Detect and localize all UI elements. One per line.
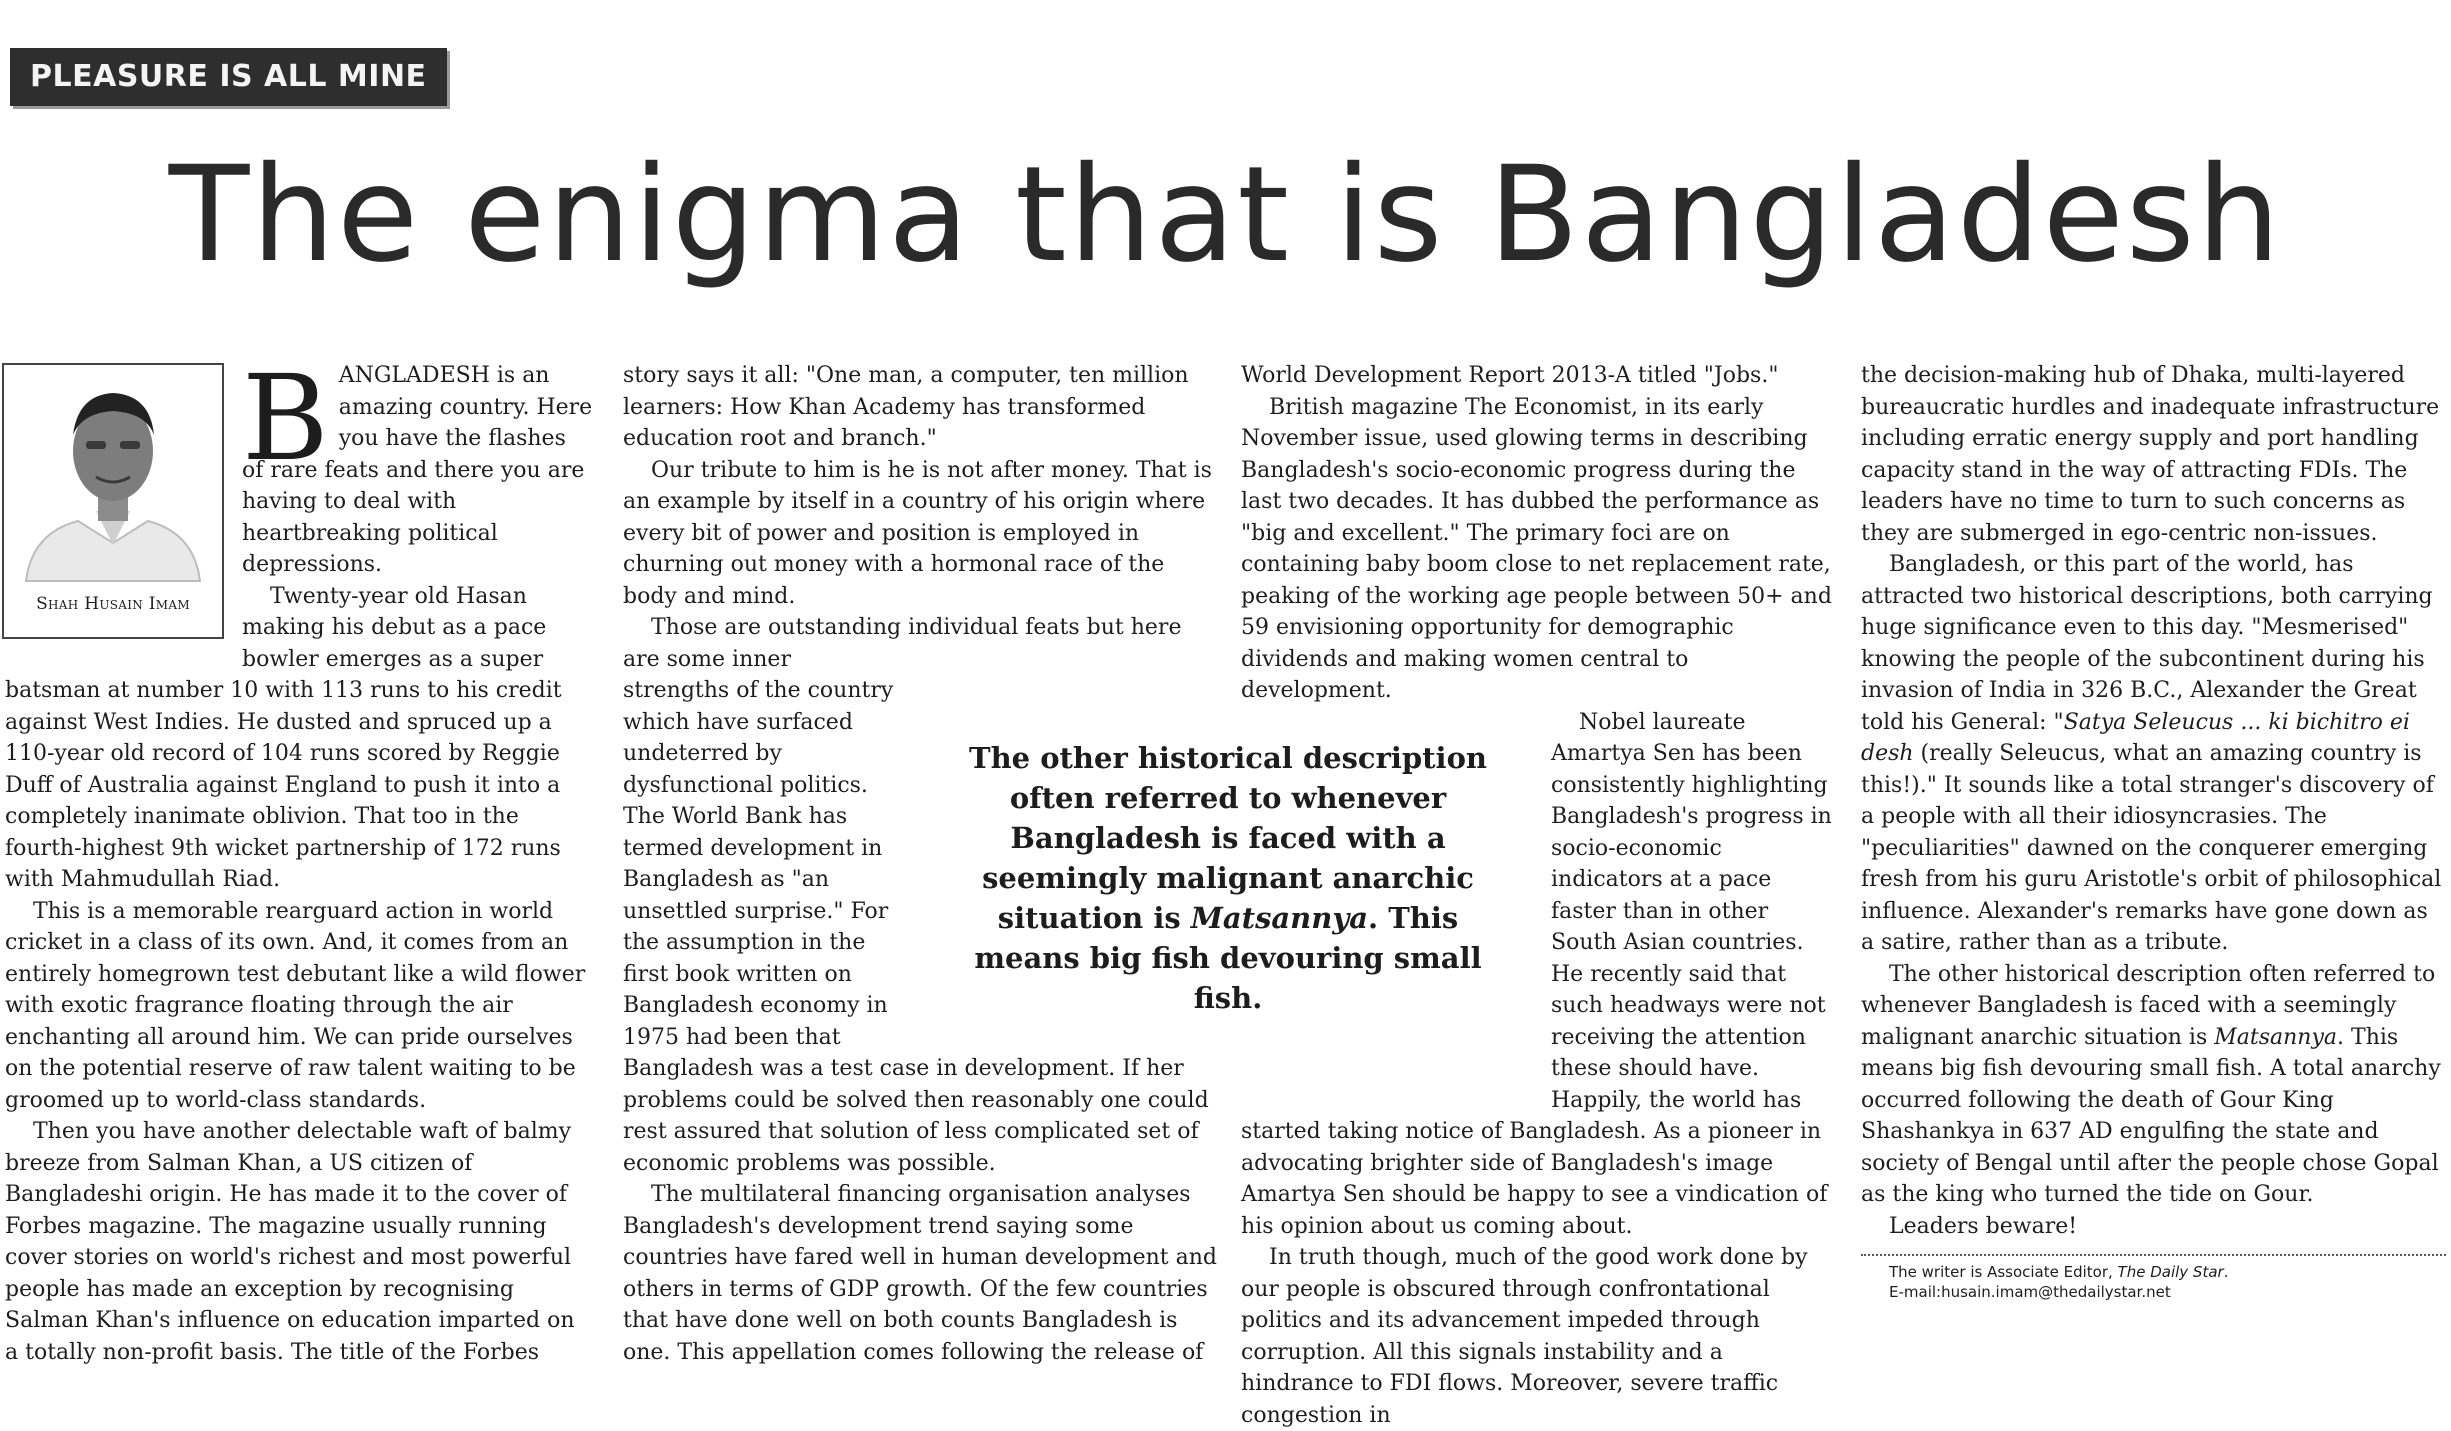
paragraph: Twenty-year old Hasan making his debut as a pace bowler emerges as a super batsman at number 10 with 113 runs to his credit against West Indies. He dusted and spruced up a 110-year old record of 104 runs scored by Reggie Duff of Australia against England to push it into a completely inanimate oblivion. That too in the fourth-highest 9th wicket partnership of 172 runs with Mahmudullah Riad. xyxy=(5,583,562,892)
section-kicker: PLEASURE IS ALL MINE xyxy=(10,48,447,106)
paragraph-text: Bangladesh, or this part of the world, has attracted two historical descriptions, both carrying huge significance even to this day. "Mesmerised" knowing the people of the subcontinent during his invasion of India in 326 B.C., Alexander the Great told his General: xyxy=(1861,552,2433,735)
pull-quote-text: . This means big fish devouring small fish. xyxy=(974,901,1482,1015)
term-italic: Matsannya xyxy=(2214,1024,2338,1050)
paragraph: Then you have another delectable waft of balmy breeze from Salman Khan, a US citizen of Bangladeshi origin. He has made it to the cover of Forbes magazine. The magazine usually running cover stories on world's richest and most powerful people has made an exception by recognising Salman Khan's influence on education imparted on a totally non-profit basis. The title of the Forbes xyxy=(5,1119,575,1365)
paragraph-text: The other historical description often referred to whenever Bangladesh is faced with a seemingly malignant anarchic situation is xyxy=(1861,961,2436,1050)
footnote-divider xyxy=(1861,1254,2446,1302)
paragraph: story says it all: "One man, a computer, ten million learners: How Khan Academy has transformed education root and branch." xyxy=(623,363,1189,451)
paragraph: This is a memorable rearguard action in world cricket in a class of its own. And, it comes from an entirely homegrown test debutant like a wild flower with exotic fragrance floating through the air enchanting all around him. We can pride ourselves on the potential reserve of raw talent waiting to be groomed up to world-class standards. xyxy=(5,898,586,1113)
paragraph: Those are outstanding individual feats but here are some inner strengths of the country which have surfaced undeterred by dysfunctional politics. The World Bank has termed development in Bangladesh as "an unsettled surprise." For the assumption in the first book written on Bangladesh economy in 1975 had been that Bangladesh was a test case in development. If her problems could be solved then reasonably one could rest assured that solution of less complicated set of economic problems was possible. xyxy=(623,615,1209,1176)
author-note-text: . xyxy=(2223,1263,2229,1281)
paragraph xyxy=(1861,959,2446,1211)
paragraph: Leaders beware! xyxy=(1889,1213,2078,1239)
paragraph: The multilateral financing organisation analyses Bangladesh's development trend saying some countries have fared well in human development and others in terms of GDP growth. Of the few countries that have done well on both counts Bangladesh is one. This appellation comes following the release of xyxy=(623,1182,1217,1365)
pull-quote-italic: Matsannya xyxy=(1190,901,1368,935)
paragraph: the decision-making hub of Dhaka, multi-layered bureaucratic hurdles and inadequate infrastructure including erratic energy supply and port handling capacity stand in the way of attracting FDIs. The leaders have no time to turn to such concerns as they are submerged in ego-centric non-issues. xyxy=(1861,363,2440,546)
author-byline: Shah Husain Imam xyxy=(36,594,190,614)
author-note xyxy=(1861,1262,2446,1282)
paragraph: In truth though, much of the good work done by our people is obscured through confrontational politics and its advancement impeded through corruption. All this signals instability and a hindrance to FDI flows. Moreover, severe traffic congestion in xyxy=(1241,1245,1808,1428)
author-photo-box xyxy=(2,363,224,639)
paragraph: Nobel laureate Amartya Sen has been consistently highlighting Bangladesh's progress in socio-economic indicators at a pace faster than in other South Asian countries. He recently said that such headways were not receiving the attention these should have. Happily, the world has started taking notice of Bangladesh. As a pioneer in advocating brighter side of Bangladesh's image Amartya Sen should be happy to see a vindication of his opinion about us coming about. xyxy=(1241,709,1832,1239)
publication-name: The Daily Star xyxy=(2117,1263,2224,1281)
author-note-text: The writer is Associate Editor, xyxy=(1889,1263,2118,1281)
article-column-1 xyxy=(5,349,593,1365)
paragraph-text: (really Seleucus, what an amazing country is this!)." It sounds like a total stranger's discovery of a people with all their idiosyncrasies. The "peculiarities" dawned on the conquerer emerging fresh from his guru Aristotle's orbit of philosophical influence. Alexander's remarks have gone down as a satire, rather than as a tribute. xyxy=(1861,741,2442,955)
paragraph: Bangladesh, or this part of the world, has attracted two historical descriptions, both carrying huge significance even to this day. "Mesmerised" knowing the people of the subcontinent during his invasion of India in 326 B.C., Alexander the Great told his General: "Satya Seleucus ... ki bichitro ei desh (really Seleucus, what an amazing country is this!)." It sounds like a total stranger's discovery of a people with all their idiosyncrasies. The "peculiarities" dawned on the conquerer emerging fresh from his guru Aristotle's orbit of philosophical influence. Alexander's remarks have gone down as a satire, rather than as a tribute. xyxy=(1861,552,2442,955)
article-headline: The enigma that is Bangladesh xyxy=(168,138,2283,292)
quote-italic: Satya Seleucus ... ki bichitro ei desh xyxy=(1861,709,2410,766)
paragraph-text: . This means big fish devouring small fish. A total anarchy occurred following the death of Gour King Shashankya in 637 AD engulfing the state and society of Bengal until after the people chose Gopal as the king who turned the tide on Gour. xyxy=(1861,1024,2441,1207)
pull-quote xyxy=(948,738,1508,1018)
paragraph: Our tribute to him is he is not after money. That is an example by itself in a country of his origin where every bit of power and position is employed in churning out money with a hormonal race of the body and mind. xyxy=(623,457,1212,609)
article-column-4 xyxy=(1861,360,2446,1350)
author-email: E-mail:husain.imam@thedailystar.net xyxy=(1889,1283,2171,1301)
author-portrait-icon xyxy=(18,373,208,581)
paragraph: World Development Report 2013-A titled "Jobs." xyxy=(1241,363,1779,388)
drop-cap: B xyxy=(242,349,329,487)
paragraph: ANGLADESH is an amazing country. Here you have the flashes of rare feats and there you are having to deal with heartbreaking political depressions. xyxy=(242,363,593,577)
paragraph: British magazine The Economist, in its early November issue, used glowing terms in describing Bangladesh's socio-economic progress during the last two decades. It has dubbed the performance as "big and excellent." The primary foci are on containing baby boom close to net replacement rate, peaking of the working age people between 50+ and 59 envisioning opportunity for demographic dividends and making women central to development. xyxy=(1241,394,1832,703)
pull-quote-text: The other historical description often referred to whenever Bangladesh is faced with a seemingly malignant anarchic situation is xyxy=(968,741,1487,935)
